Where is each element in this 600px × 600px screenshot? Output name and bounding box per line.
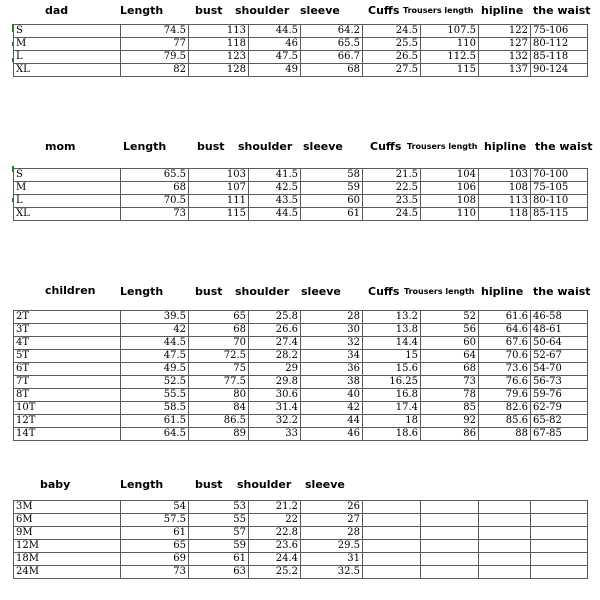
size-cell: 3M — [14, 501, 121, 514]
col-waist: the waist — [533, 4, 591, 17]
size-cell: 3T — [14, 324, 121, 337]
length-cell: 64.5 — [121, 428, 189, 441]
sleeve-cell: 27 — [301, 514, 363, 527]
size-cell: 24M — [14, 566, 121, 579]
bust-cell: 75 — [189, 363, 249, 376]
waist-cell: 46-58 — [531, 311, 588, 324]
hipline-cell: 79.6 — [479, 389, 531, 402]
waist-cell — [531, 540, 588, 553]
trousers-cell: 104 — [421, 169, 479, 182]
waist-cell: 59-76 — [531, 389, 588, 402]
bust-cell: 57 — [189, 527, 249, 540]
baby-header — [0, 478, 600, 498]
bust-cell: 72.5 — [189, 350, 249, 363]
hipline-cell: 64.6 — [479, 324, 531, 337]
shoulder-cell: 24.4 — [249, 553, 301, 566]
size-cell: XL — [14, 208, 121, 221]
sleeve-cell: 29.5 — [301, 540, 363, 553]
col-length: Length — [123, 140, 167, 153]
cuffs-cell: 26.5 — [363, 51, 421, 64]
hipline-cell: 82.6 — [479, 402, 531, 415]
cuffs-cell: 18.6 — [363, 428, 421, 441]
table-row — [14, 195, 588, 208]
table-row — [14, 527, 588, 540]
sleeve-cell: 46 — [301, 428, 363, 441]
size-cell: 12T — [14, 415, 121, 428]
cuffs-cell: 25.5 — [363, 38, 421, 51]
length-cell: 74.5 — [121, 25, 189, 38]
trousers-cell: 110 — [421, 38, 479, 51]
dad-size-table — [13, 24, 588, 77]
table-row — [14, 350, 588, 363]
cuffs-cell — [363, 527, 421, 540]
col-trousers: Trousers length — [404, 287, 475, 296]
table-row — [14, 514, 588, 527]
length-cell: 39.5 — [121, 311, 189, 324]
cuffs-cell: 22.5 — [363, 182, 421, 195]
dad-title: dad — [45, 4, 69, 17]
table-row — [14, 402, 588, 415]
size-cell: XL — [14, 64, 121, 77]
cuffs-cell: 13.8 — [363, 324, 421, 337]
col-sleeve: sleeve — [300, 4, 340, 17]
sleeve-cell: 44 — [301, 415, 363, 428]
waist-cell: 54-70 — [531, 363, 588, 376]
col-cuffs: Cuffs — [370, 140, 402, 153]
trousers-cell — [421, 514, 479, 527]
cuffs-cell: 14.4 — [363, 337, 421, 350]
bust-cell: 128 — [189, 64, 249, 77]
cuffs-cell: 27.5 — [363, 64, 421, 77]
trousers-cell: 108 — [421, 195, 479, 208]
table-row — [14, 540, 588, 553]
bust-cell: 65 — [189, 311, 249, 324]
bust-cell: 115 — [189, 208, 249, 221]
table-row — [14, 363, 588, 376]
size-cell: 12M — [14, 540, 121, 553]
waist-cell: 70-100 — [531, 169, 588, 182]
sleeve-cell: 28 — [301, 527, 363, 540]
col-shoulder: shoulder — [235, 4, 290, 17]
length-cell: 65.5 — [121, 169, 189, 182]
length-cell: 44.5 — [121, 337, 189, 350]
trousers-cell: 52 — [421, 311, 479, 324]
cuffs-cell: 23.5 — [363, 195, 421, 208]
cuffs-cell: 15.6 — [363, 363, 421, 376]
sleeve-cell: 32 — [301, 337, 363, 350]
hipline-cell: 85.6 — [479, 415, 531, 428]
dad-header — [0, 4, 600, 24]
length-cell: 49.5 — [121, 363, 189, 376]
bust-cell: 89 — [189, 428, 249, 441]
table-row — [14, 428, 588, 441]
bust-cell: 77.5 — [189, 376, 249, 389]
size-cell: 8T — [14, 389, 121, 402]
sleeve-cell: 36 — [301, 363, 363, 376]
col-length: Length — [120, 4, 164, 17]
size-cell: 6M — [14, 514, 121, 527]
table-row — [14, 38, 588, 51]
col-sleeve: sleeve — [301, 285, 341, 298]
waist-cell: 56-73 — [531, 376, 588, 389]
shoulder-cell: 26.6 — [249, 324, 301, 337]
hipline-cell: 103 — [479, 169, 531, 182]
length-cell: 47.5 — [121, 350, 189, 363]
bust-cell: 103 — [189, 169, 249, 182]
trousers-cell — [421, 553, 479, 566]
baby-size-table — [13, 500, 588, 579]
trousers-cell: 73 — [421, 376, 479, 389]
trousers-cell: 112.5 — [421, 51, 479, 64]
bust-cell: 59 — [189, 540, 249, 553]
size-cell: L — [14, 195, 121, 208]
col-bust: bust — [195, 4, 223, 17]
waist-cell: 80-110 — [531, 195, 588, 208]
trousers-cell: 60 — [421, 337, 479, 350]
waist-cell — [531, 566, 588, 579]
col-hipline: hipline — [484, 140, 527, 153]
bust-cell: 118 — [189, 38, 249, 51]
hipline-cell: 127 — [479, 38, 531, 51]
length-cell: 77 — [121, 38, 189, 51]
col-bust: bust — [195, 478, 223, 491]
shoulder-cell: 44.5 — [249, 208, 301, 221]
sleeve-cell: 28 — [301, 311, 363, 324]
waist-cell: 85-115 — [531, 208, 588, 221]
sleeve-cell: 59 — [301, 182, 363, 195]
waist-cell: 65-82 — [531, 415, 588, 428]
hipline-cell — [479, 501, 531, 514]
bust-cell: 63 — [189, 566, 249, 579]
shoulder-cell: 22 — [249, 514, 301, 527]
cuffs-cell: 18 — [363, 415, 421, 428]
length-cell: 54 — [121, 501, 189, 514]
size-cell: L — [14, 51, 121, 64]
cuffs-cell — [363, 514, 421, 527]
cuffs-cell — [363, 501, 421, 514]
bust-cell: 70 — [189, 337, 249, 350]
size-cell: S — [14, 25, 121, 38]
size-cell: S — [14, 169, 121, 182]
length-cell: 52.5 — [121, 376, 189, 389]
mom-title: mom — [45, 140, 76, 153]
trousers-cell: 64 — [421, 350, 479, 363]
sleeve-cell: 38 — [301, 376, 363, 389]
hipline-cell: 67.6 — [479, 337, 531, 350]
trousers-cell: 78 — [421, 389, 479, 402]
sleeve-cell: 40 — [301, 389, 363, 402]
shoulder-cell: 21.2 — [249, 501, 301, 514]
shoulder-cell: 49 — [249, 64, 301, 77]
shoulder-cell: 42.5 — [249, 182, 301, 195]
waist-cell — [531, 514, 588, 527]
bust-cell: 123 — [189, 51, 249, 64]
length-cell: 61.5 — [121, 415, 189, 428]
trousers-cell — [421, 501, 479, 514]
size-cell: 5T — [14, 350, 121, 363]
cuffs-cell: 17.4 — [363, 402, 421, 415]
bust-cell: 61 — [189, 553, 249, 566]
col-bust: bust — [197, 140, 225, 153]
cuffs-cell: 24.5 — [363, 208, 421, 221]
shoulder-cell: 29.8 — [249, 376, 301, 389]
hipline-cell: 113 — [479, 195, 531, 208]
hipline-cell: 122 — [479, 25, 531, 38]
trousers-cell — [421, 540, 479, 553]
table-row — [14, 553, 588, 566]
bust-cell: 86.5 — [189, 415, 249, 428]
bust-cell: 107 — [189, 182, 249, 195]
col-waist: the waist — [535, 140, 593, 153]
trousers-cell: 92 — [421, 415, 479, 428]
size-cell: 18M — [14, 553, 121, 566]
cuffs-cell: 13.2 — [363, 311, 421, 324]
shoulder-cell: 30.6 — [249, 389, 301, 402]
mom-header — [0, 140, 600, 160]
hipline-cell — [479, 514, 531, 527]
col-length: Length — [120, 285, 164, 298]
sleeve-cell: 34 — [301, 350, 363, 363]
cuffs-cell — [363, 566, 421, 579]
shoulder-cell: 43.5 — [249, 195, 301, 208]
hipline-cell — [479, 553, 531, 566]
sleeve-cell: 68 — [301, 64, 363, 77]
col-hipline: hipline — [481, 285, 524, 298]
waist-cell: 67-85 — [531, 428, 588, 441]
length-cell: 79.5 — [121, 51, 189, 64]
table-row — [14, 169, 588, 182]
length-cell: 69 — [121, 553, 189, 566]
length-cell: 82 — [121, 64, 189, 77]
waist-cell: 90-124 — [531, 64, 588, 77]
trousers-cell: 107.5 — [421, 25, 479, 38]
table-row — [14, 566, 588, 579]
bust-cell: 53 — [189, 501, 249, 514]
hipline-cell: 118 — [479, 208, 531, 221]
length-cell: 57.5 — [121, 514, 189, 527]
shoulder-cell: 25.2 — [249, 566, 301, 579]
col-trousers: Trousers length — [403, 6, 474, 15]
hipline-cell: 137 — [479, 64, 531, 77]
length-cell: 73 — [121, 566, 189, 579]
children-header — [0, 285, 600, 305]
shoulder-cell: 41.5 — [249, 169, 301, 182]
size-cell: 14T — [14, 428, 121, 441]
bust-cell: 111 — [189, 195, 249, 208]
table-row — [14, 25, 588, 38]
table-row — [14, 376, 588, 389]
sleeve-cell: 26 — [301, 501, 363, 514]
size-cell: M — [14, 38, 121, 51]
hipline-cell: 61.6 — [479, 311, 531, 324]
table-row — [14, 208, 588, 221]
trousers-cell: 68 — [421, 363, 479, 376]
shoulder-cell: 31.4 — [249, 402, 301, 415]
sleeve-cell: 31 — [301, 553, 363, 566]
waist-cell: 80-112 — [531, 38, 588, 51]
col-cuffs: Cuffs — [368, 285, 400, 298]
table-row — [14, 324, 588, 337]
sleeve-cell: 60 — [301, 195, 363, 208]
hipline-cell: 132 — [479, 51, 531, 64]
shoulder-cell: 44.5 — [249, 25, 301, 38]
trousers-cell: 56 — [421, 324, 479, 337]
shoulder-cell: 28.2 — [249, 350, 301, 363]
hipline-cell: 76.6 — [479, 376, 531, 389]
shoulder-cell: 32.2 — [249, 415, 301, 428]
table-row — [14, 389, 588, 402]
cuffs-cell: 16.8 — [363, 389, 421, 402]
length-cell: 58.5 — [121, 402, 189, 415]
col-hipline: hipline — [481, 4, 524, 17]
trousers-cell: 115 — [421, 64, 479, 77]
waist-cell: 62-79 — [531, 402, 588, 415]
size-cell: 9M — [14, 527, 121, 540]
length-cell: 73 — [121, 208, 189, 221]
shoulder-cell: 46 — [249, 38, 301, 51]
shoulder-cell: 33 — [249, 428, 301, 441]
col-sleeve: sleeve — [305, 478, 345, 491]
trousers-cell — [421, 527, 479, 540]
hipline-cell: 88 — [479, 428, 531, 441]
table-row — [14, 51, 588, 64]
hipline-cell: 108 — [479, 182, 531, 195]
size-cell: M — [14, 182, 121, 195]
hipline-cell: 73.6 — [479, 363, 531, 376]
hipline-cell — [479, 540, 531, 553]
cuffs-cell — [363, 540, 421, 553]
sleeve-cell: 30 — [301, 324, 363, 337]
table-row — [14, 182, 588, 195]
waist-cell: 52-67 — [531, 350, 588, 363]
table-row — [14, 311, 588, 324]
sleeve-cell: 61 — [301, 208, 363, 221]
trousers-cell: 110 — [421, 208, 479, 221]
waist-cell — [531, 527, 588, 540]
trousers-cell: 86 — [421, 428, 479, 441]
hipline-cell — [479, 527, 531, 540]
bust-cell: 80 — [189, 389, 249, 402]
baby-title: baby — [40, 478, 71, 491]
length-cell: 68 — [121, 182, 189, 195]
shoulder-cell: 27.4 — [249, 337, 301, 350]
bust-cell: 84 — [189, 402, 249, 415]
cuffs-cell: 16.25 — [363, 376, 421, 389]
waist-cell: 75-105 — [531, 182, 588, 195]
bust-cell: 68 — [189, 324, 249, 337]
cuffs-cell: 21.5 — [363, 169, 421, 182]
col-bust: bust — [195, 285, 223, 298]
waist-cell: 50-64 — [531, 337, 588, 350]
shoulder-cell: 29 — [249, 363, 301, 376]
cuffs-cell — [363, 553, 421, 566]
sleeve-cell: 58 — [301, 169, 363, 182]
bust-cell: 55 — [189, 514, 249, 527]
trousers-cell — [421, 566, 479, 579]
shoulder-cell: 22.8 — [249, 527, 301, 540]
mom-size-table — [13, 168, 588, 221]
table-row — [14, 415, 588, 428]
sleeve-cell: 42 — [301, 402, 363, 415]
length-cell: 65 — [121, 540, 189, 553]
length-cell: 61 — [121, 527, 189, 540]
col-trousers: Trousers length — [407, 142, 478, 151]
table-row — [14, 337, 588, 350]
hipline-cell: 70.6 — [479, 350, 531, 363]
cuffs-cell: 15 — [363, 350, 421, 363]
cuffs-cell: 24.5 — [363, 25, 421, 38]
size-cell: 2T — [14, 311, 121, 324]
waist-cell: 48-61 — [531, 324, 588, 337]
col-cuffs: Cuffs — [368, 4, 400, 17]
trousers-cell: 85 — [421, 402, 479, 415]
bust-cell: 113 — [189, 25, 249, 38]
waist-cell — [531, 553, 588, 566]
length-cell: 55.5 — [121, 389, 189, 402]
waist-cell — [531, 501, 588, 514]
length-cell: 70.5 — [121, 195, 189, 208]
children-size-table — [13, 310, 588, 441]
waist-cell: 85-118 — [531, 51, 588, 64]
children-title: children — [45, 284, 96, 297]
table-row — [14, 501, 588, 514]
col-length: Length — [120, 478, 164, 491]
size-cell: 4T — [14, 337, 121, 350]
size-cell: 10T — [14, 402, 121, 415]
shoulder-cell: 47.5 — [249, 51, 301, 64]
col-shoulder: shoulder — [237, 478, 292, 491]
hipline-cell — [479, 566, 531, 579]
shoulder-cell: 25.8 — [249, 311, 301, 324]
sleeve-cell: 64.2 — [301, 25, 363, 38]
sleeve-cell: 66.7 — [301, 51, 363, 64]
col-waist: the waist — [533, 285, 591, 298]
sleeve-cell: 32.5 — [301, 566, 363, 579]
col-sleeve: sleeve — [303, 140, 343, 153]
size-cell: 7T — [14, 376, 121, 389]
waist-cell: 75-106 — [531, 25, 588, 38]
sleeve-cell: 65.5 — [301, 38, 363, 51]
length-cell: 42 — [121, 324, 189, 337]
col-shoulder: shoulder — [238, 140, 293, 153]
table-row — [14, 64, 588, 77]
trousers-cell: 106 — [421, 182, 479, 195]
size-cell: 6T — [14, 363, 121, 376]
col-shoulder: shoulder — [235, 285, 290, 298]
shoulder-cell: 23.6 — [249, 540, 301, 553]
